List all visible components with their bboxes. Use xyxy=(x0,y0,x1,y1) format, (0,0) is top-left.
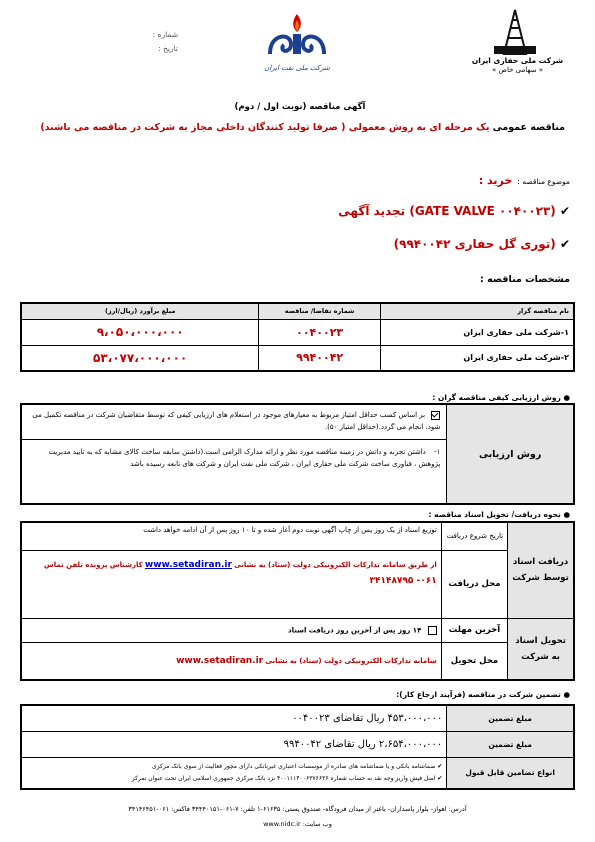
item-1-text: (GATE VALVE ۰۰۴۰۰۲۳) تجدید آگهی xyxy=(338,204,556,218)
notice-title: آگهی مناقصه (نوبت اول / دوم) xyxy=(234,102,366,112)
table-row xyxy=(21,345,574,371)
amount-label: مبلغ تضمین xyxy=(447,731,574,757)
deadline-text: ۱۴ روز پس از آخرین روز دریافت اسناد xyxy=(288,626,422,634)
place-phone: ۰۶۱- ۳۴۱۴۸۷۹۵ xyxy=(369,575,437,586)
tender-org: ۱-شرکت ملی حفاری ایران xyxy=(380,319,574,345)
number-label: شماره : xyxy=(152,30,178,39)
guarantee-table xyxy=(20,704,575,790)
tender-table xyxy=(20,302,575,372)
table-row xyxy=(21,319,574,345)
submit-place-content xyxy=(21,642,441,680)
headline-red: یک مرحله ای به روش معمولی ( صرفا تولید کنندگان داخلی مجاز به شرکت در مناقصه می باشند) xyxy=(40,122,490,133)
evaluation-text-2-prefix: ۱- xyxy=(434,448,441,456)
guarantee-title-text: تضمین شرکت در مناقصه (فرآیند ارجاع کار): xyxy=(396,690,561,699)
setad-link[interactable]: www.setadiran.ir xyxy=(144,559,232,570)
col-header: نام مناقصه گزار xyxy=(380,303,574,319)
evaluation-table xyxy=(20,403,575,505)
check-icon: ✔ xyxy=(437,774,443,782)
checkbox-icon xyxy=(431,411,440,420)
col-header: شماره تقاضا/ مناقصه xyxy=(259,303,381,319)
checkbox-icon xyxy=(428,626,437,635)
types-content xyxy=(21,757,447,789)
start-label: تاریخ شروع دریافت xyxy=(441,522,507,550)
guarantee-type-1 xyxy=(26,761,442,773)
submit-label: تحویل اسناد به شرکت xyxy=(508,618,574,680)
item-2 xyxy=(150,237,570,251)
evaluation-content xyxy=(21,404,447,504)
subject-line xyxy=(200,169,570,188)
guarantee-type-2 xyxy=(26,773,442,785)
footer-website[interactable]: وب سایت: www.nidc.ir xyxy=(263,820,332,828)
evaluation-criterion-1 xyxy=(28,409,440,433)
item-1 xyxy=(150,204,570,218)
delivery-title xyxy=(300,510,570,519)
deadline-label: آخرین مهلت xyxy=(441,618,507,642)
footer-address: آدرس: اهواز- بلوار پاسداران- باغتر از میدان فرودگاه- صندوق پستی: ۶۱۶۳۵-۱ تلفن: ۷-۰۶۱-۳۴۴۴۰۱۵۱ فاکس: ۰۶۱-۳۴۱۴۶۴۵۱ xyxy=(128,805,467,813)
notice-headline xyxy=(20,119,565,136)
bullet-icon: ● xyxy=(563,510,570,519)
subject-value: خرید : xyxy=(478,174,513,187)
place-content xyxy=(21,550,441,618)
start-text: توزیع اسناد از یک روز پس از چاپ آگهی نوبت دوم آغاز شده و تا ۱۰ روز پس از آن ادامه خواهد داشت xyxy=(21,522,441,550)
receive-label: دریافت اسناد توسط شرکت xyxy=(508,522,574,618)
check-icon: ✔ xyxy=(559,237,570,251)
type-2-text: اصل فیش واریز وجه نقد به حساب شماره ۴۰۰۱۱۱۴۰۰۶۳۷۶۶۳۶ نزد بانک مرکزی جمهوری اسلامی ایران تحت عنوان تمرکز xyxy=(131,774,436,782)
delivery-table xyxy=(20,521,575,681)
date-label: تاریخ : xyxy=(158,44,178,53)
submit-place-label: محل تحویل xyxy=(441,642,507,680)
bullet-icon: ● xyxy=(563,690,570,699)
nidc-logo xyxy=(490,8,540,56)
col-header: مبلغ برآورد (ریال/ارز) xyxy=(21,303,259,319)
amount-1: ۴۵۳،۰۰۰،۰۰۰ ریال تقاضای ۰۰۴۰۰۲۳ xyxy=(21,705,447,731)
check-icon: ✔ xyxy=(559,204,570,218)
tender-number: ۹۹۴۰۰۴۲ xyxy=(259,345,381,371)
item-2-text: (توری گل حفاری ۹۹۴۰۰۴۲) xyxy=(393,237,556,251)
amount-label: مبلغ تضمین xyxy=(447,705,574,731)
check-icon: ✔ xyxy=(437,762,443,770)
submit-place-link[interactable]: www.setadiran.ir xyxy=(176,655,264,666)
evaluation-text-2: داشتن تجربه و دانش در زمینه مناقصه مورد نظر و ارائه مدارک الزامی است.(داشتن سابقه ساخت کالای مشابه که به تایید مدیریت پژوهش ، فناوری ساخت شرکت ملی حفاری ایران ، شرکت ملی نفت ایران و شرکت های تابعه رسیده باشد xyxy=(48,448,441,468)
company-name: شرکت ملی حفاری ایران xyxy=(471,56,564,65)
table-header-row xyxy=(21,303,574,319)
company-sub: « سهامی خاص » xyxy=(492,66,543,74)
type-1-text: ضمانتنامه بانکی و یا ضمانتنامه های صادره از موسسات اعتباری غیربانکی دارای مجوز فعالیت از سوی بانک مرکزی xyxy=(151,762,436,770)
amount-2: ۲،۶۵۴،۰۰۰،۰۰۰ ریال تقاضای ۹۹۴۰۰۴۲ xyxy=(21,731,447,757)
specs-title: مشخصات مناقصه : xyxy=(480,274,570,285)
tender-estimate: ۹،۰۵۰،۰۰۰،۰۰۰ xyxy=(21,319,259,345)
tender-number: ۰۰۴۰۰۲۳ xyxy=(259,319,381,345)
nioc-flame-icon xyxy=(262,10,332,60)
tender-estimate: ۵۳،۰۷۷،۰۰۰،۰۰۰ xyxy=(21,345,259,371)
evaluation-label: روش ارزیابی xyxy=(447,404,574,504)
evaluation-title-text: روش ارزیابی کیفی مناقصه گران : xyxy=(432,393,561,402)
place-text: از طریق سامانه تدارکات الکترونیکی دولت (ستاد) به نشانی xyxy=(234,560,437,569)
tender-org: ۲-شرکت ملی حفاری ایران xyxy=(380,345,574,371)
types-label: انواع تضامین قابل قبول xyxy=(447,757,574,789)
place-label: محل دریافت xyxy=(441,550,507,618)
place-contact: کارشناس پرونده تلفن تماس xyxy=(44,560,143,569)
headline-prefix: مناقصه عمومی xyxy=(492,122,565,133)
delivery-title-text: نحوه دریافت/ تحویل اسناد مناقصه : xyxy=(428,510,561,519)
evaluation-criterion-2 xyxy=(28,446,440,470)
guarantee-title xyxy=(300,690,570,699)
nioc-logo xyxy=(262,10,332,75)
subject-label: موضوع مناقصه : xyxy=(517,177,570,186)
evaluation-text-1: بر اساس کسب حداقل امتیاز مربوط به معیارهای موجود در استعلام های ارزیابی کیفی که توسط متقاضیان شرکت در مناقصه تکمیل می شود، انجام می گردد.(حداقل امتیاز ۵۰). xyxy=(32,411,441,431)
bullet-icon: ● xyxy=(563,393,570,402)
evaluation-title xyxy=(300,393,570,402)
drilling-rig-icon xyxy=(490,8,540,56)
nioc-name: شرکت ملی نفت ایران xyxy=(264,64,330,72)
submit-place-text: سامانه تدارکات الکترونیکی دولت (ستاد) به نشانی xyxy=(265,656,437,665)
deadline-content xyxy=(21,618,441,642)
